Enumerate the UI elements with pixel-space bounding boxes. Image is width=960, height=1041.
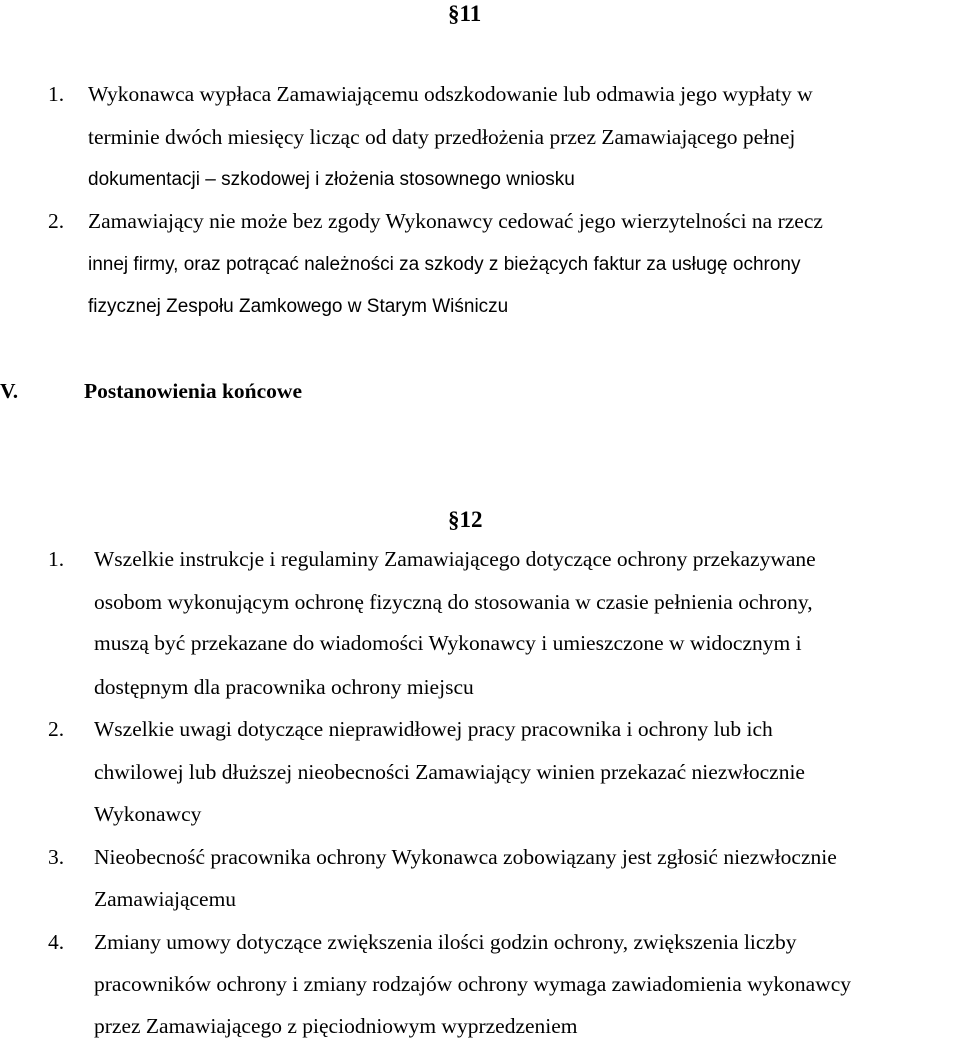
item-line: Zamawiającemu <box>94 887 237 911</box>
item-number: 4. <box>48 930 65 954</box>
item-line: pracowników ochrony i zmiany rodzajów ochrony wymaga zawiadomienia wykonawcy <box>94 972 852 996</box>
item-line: przez Zamawiającego z pięciodniowym wyprzedzeniem <box>94 1014 578 1038</box>
item-number: 1. <box>48 547 65 571</box>
item-line: terminie dwóch miesięcy licząc od daty przedłożenia przez Zamawiającego pełnej <box>88 125 796 149</box>
chapter-title: Postanowienia końcowe <box>84 379 302 403</box>
item-line: Zamawiający nie może bez zgody Wykonawcy cedować jego wierzytelności na rzecz <box>88 209 823 233</box>
item-number: 2. <box>48 717 65 741</box>
item-line: Zmiany umowy dotyczące zwiększenia ilości godzin ochrony, zwiększenia liczby <box>94 930 797 954</box>
item-line: Wykonawca wypłaca Zamawiającemu odszkodowanie lub odmawia jego wypłaty w <box>88 82 813 106</box>
item-number: 3. <box>48 845 65 869</box>
item-line: chwilowej lub dłuższej nieobecności Zamawiający winien przekazać niezwłocznie <box>94 760 805 784</box>
item-line: Wykonawcy <box>94 802 202 826</box>
section-11-heading: §11 <box>448 1 482 26</box>
item-line: Wszelkie instrukcje i regulaminy Zamawiającego dotyczące ochrony przekazywane <box>94 547 816 571</box>
item-number: 2. <box>48 209 65 233</box>
item-line: innej firmy, oraz potrącać należności za szkody z bieżących faktur za usługę ochrony <box>88 254 801 275</box>
item-line: Wszelkie uwagi dotyczące nieprawidłowej pracy pracownika i ochrony lub ich <box>94 717 773 741</box>
item-line: osobom wykonującym ochronę fizyczną do stosowania w czasie pełnienia ochrony, <box>94 590 813 614</box>
item-line: dostępnym dla pracownika ochrony miejscu <box>94 675 474 699</box>
item-line: muszą być przekazane do wiadomości Wykonawcy i umieszczone w widocznym i <box>94 631 802 655</box>
section-12-heading: §12 <box>448 507 483 532</box>
chapter-numeral: V. <box>0 379 19 403</box>
item-number: 1. <box>48 82 65 106</box>
item-line: dokumentacji – szkodowej i złożenia stosownego wniosku <box>88 169 575 190</box>
item-line: Nieobecność pracownika ochrony Wykonawca zobowiązany jest zgłosić niezwłocznie <box>94 845 837 869</box>
item-line: fizycznej Zespołu Zamkowego w Starym Wiśniczu <box>88 296 509 317</box>
